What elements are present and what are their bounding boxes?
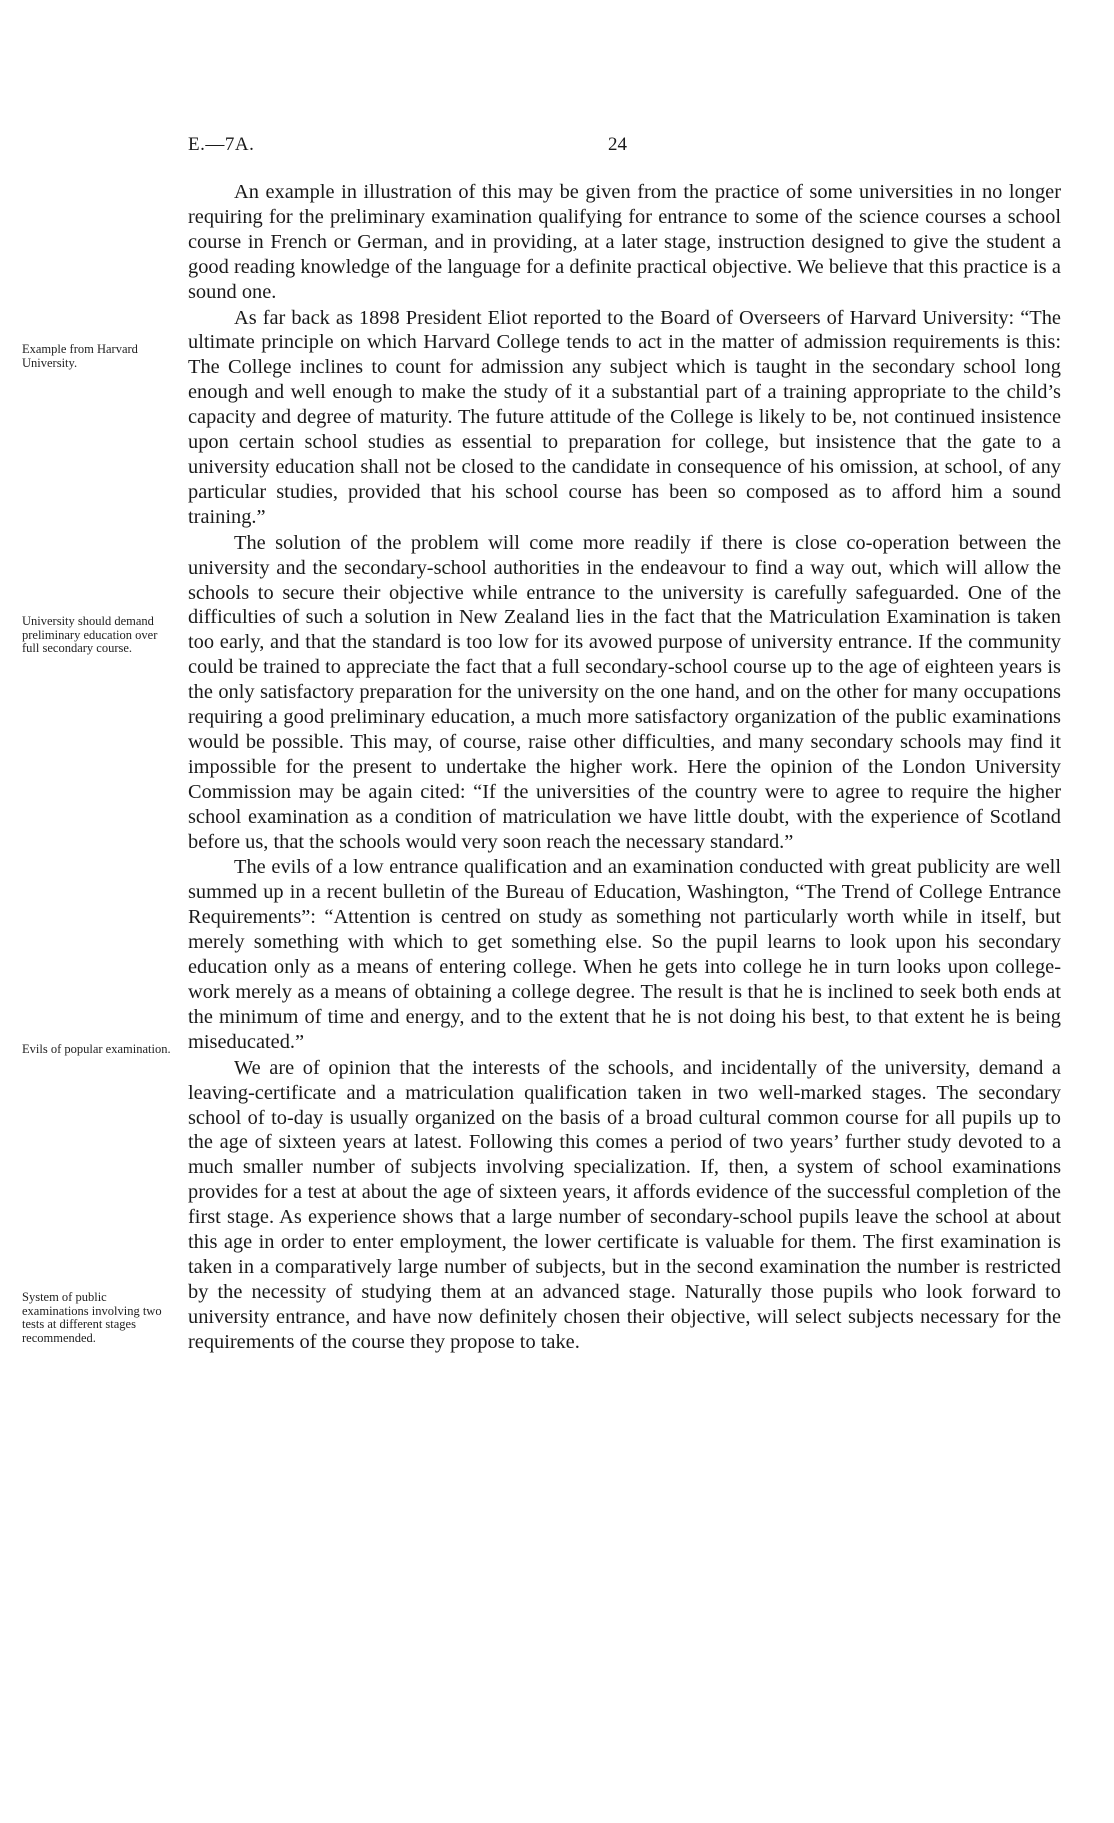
body-text — [188, 180, 1061, 1356]
document-reference: E.—7A. — [188, 134, 255, 155]
paragraph-language-example: An example in illustration of this may be given from the practice of some universities in no longer requiring for the preliminary examination qualifying for entrance to some of the science courses a school course in French or German, and in providing, at a later stage, instruction designed to give the student a good reading knowledge of the language for a definite practical objective. We believe that this practice is a sound one. — [188, 181, 1061, 303]
page-number: 24 — [608, 134, 627, 155]
paragraph-cooperation: The solution of the problem will come more readily if there is close co-operation between the university and the secondary-school authorities in the endeavour to find a way out, which will allow the schools to secure their objective while entrance to the university is carefully safeguarded. One of the difficulties of such a solution in New Zealand lies in the fact that the Matriculation Examination is taken too early, and that the standard is too low for its avowed purpose of university entrance. If the community could be trained to appreciate the fact that a full secondary-school course up to the age of eighteen years is the only satisfactory preparation for the university on the one hand, and on the other for many occupations requiring a good preliminary education, a much more satisfactory organization of the public examinations would be possible. This may, of course, raise other difficulties, and many secondary schools may find it impossible for the present to undertake the higher work. Here the opinion of the London University Commission may be again cited: “If the universities of the country were to agree to require the higher school examination as a condition of matriculation we have little doubt, with the experience of Scotland before us, that the schools would very soon reach the necessary standard.” — [188, 531, 1061, 853]
margin-note-preliminary-education: University should demand preliminary education over full secondary course. — [22, 614, 158, 655]
margin-note-two-tests: System of public examinations involving two tests at different stages recommended. — [22, 1290, 162, 1345]
paragraph-two-stages: We are of opinion that the interests of the schools, and incidentally of the university, demand a leaving-certificate and a matriculation qualification taken in two well-marked stages. The secondary school of to-day is usually organized on the basis of a broad cultural common course for all pupils up to the age of sixteen years at latest. Following this comes a period of two years’ further study devoted to a much smaller number of subjects involving specialization. If, then, a system of school examinations provides for a test at about the age of sixteen years, it affords evidence of the successful completion of the first stage. As experience shows that a large number of secondary-school pupils leave the school at about this age in order to enter employment, the lower certificate is valuable for them. The first examination is taken in a comparatively large number of subjects, but in the second examination the number is restricted by the necessity of studying them at an advanced stage. Naturally those pupils who look forward to university entrance, and have now definitely chosen their objective, will select subjects necessary for the requirements of the course they propose to take. — [188, 1056, 1061, 1353]
paragraph-harvard-quote: As far back as 1898 President Eliot reported to the Board of Overseers of Harvard University: “The ultimate principle on which Harvard College tends to act in the matter of admission requirements is this: The College inclines to count for admission any subject which is taught in the secondary school long enough and well enough to make the study of it a substantial part of a training appropriate to the child’s capacity and degree of maturity. The future attitude of the College is likely to be, not continued insistence upon certain school studies as essential to preparation for college, but insistence that the gate to a university education shall not be closed to the candidate in consequence of his omission, at school, of any particular studies, provided that his school course has been so composed as to afford him a sound training.” — [188, 306, 1061, 528]
margin-note-harvard: Example from Harvard University. — [22, 342, 138, 370]
margin-note-popular-examination: Evils of popular examination. — [22, 1042, 171, 1056]
paragraph-evils: The evils of a low entrance qualification and an examination conducted with great publicity are well summed up in a recent bulletin of the Bureau of Education, Washington, “The Trend of College Entrance Requirements”: “Attention is centred on study as something not particularly worth while in itself, but merely something with which to get something else. So the pupil learns to look upon his secondary education only as a means of entering college. When he gets into college he in turn looks upon college-work merely as a means of obtaining a college degree. The result is that he is inclined to seek both ends at the minimum of time and energy, and to the extent that he is not doing his best, to that extent he is being miseducated.” — [188, 856, 1061, 1053]
page-header — [0, 134, 1114, 164]
